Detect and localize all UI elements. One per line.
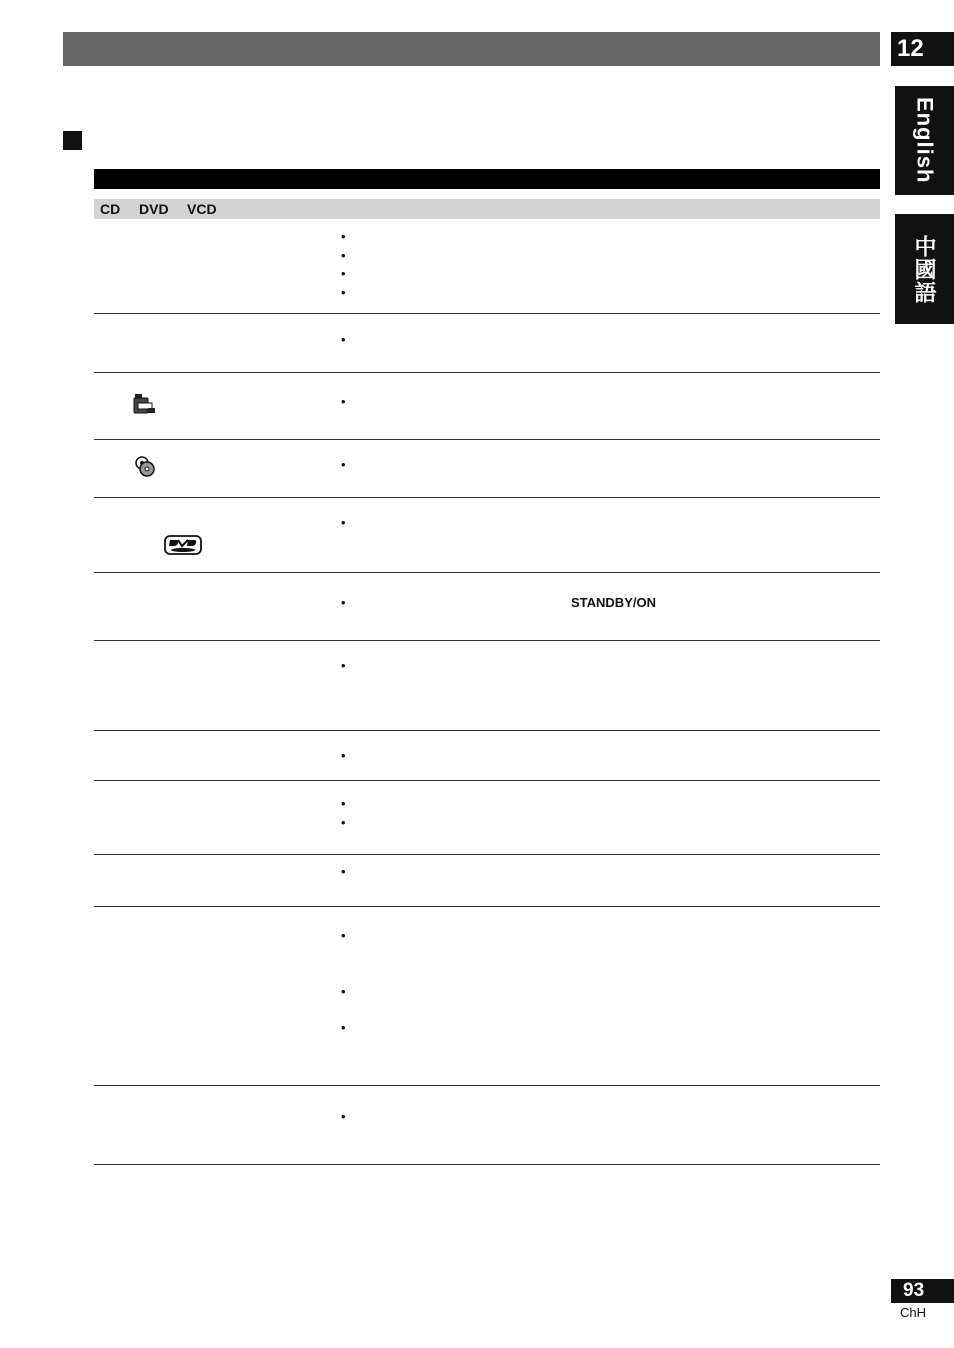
section-marker (63, 131, 82, 150)
row-divider (94, 372, 880, 373)
table-header-bar (94, 169, 880, 189)
camera-angle-icon (133, 393, 157, 415)
row-divider (94, 730, 880, 731)
page-number: 93 (891, 1279, 954, 1303)
list-bullet: • (341, 864, 346, 879)
disc-type-cd: CD (100, 201, 121, 217)
list-bullet: • (341, 1020, 346, 1035)
list-bullet: • (341, 658, 346, 673)
disc-type-row (94, 199, 880, 219)
row-divider (94, 640, 880, 641)
row-divider (94, 906, 880, 907)
dvd-logo-icon (164, 535, 202, 555)
list-bullet: • (341, 984, 346, 999)
disc-type-vcd: VCD (187, 201, 217, 217)
list-bullet: • (341, 515, 346, 530)
chapter-number: 12 (891, 32, 954, 66)
list-bullet: • (341, 815, 346, 830)
list-bullet: • (341, 229, 346, 244)
language-tab-chinese[interactable] (895, 214, 954, 324)
standby-on-label: STANDBY/ON (571, 595, 656, 610)
list-bullet: • (341, 928, 346, 943)
row-divider (94, 1164, 880, 1165)
language-tab-chinese-label: 中國語 (912, 234, 937, 304)
row-divider (94, 1085, 880, 1086)
disc-type-dvd: DVD (139, 201, 169, 217)
list-bullet: • (341, 796, 346, 811)
list-bullet: • (341, 248, 346, 263)
list-bullet: • (341, 332, 346, 347)
header-bar (63, 32, 880, 66)
list-bullet: • (341, 1109, 346, 1124)
language-tab-english[interactable] (895, 86, 954, 195)
row-divider (94, 439, 880, 440)
list-bullet: • (341, 595, 346, 610)
page-language-code: ChH (900, 1305, 927, 1320)
language-tab-english-label: English (912, 97, 938, 184)
audio-disc-icon (133, 455, 157, 477)
row-divider (94, 780, 880, 781)
list-bullet: • (341, 394, 346, 409)
row-divider (94, 497, 880, 498)
list-bullet: • (341, 266, 346, 281)
row-divider (94, 854, 880, 855)
list-bullet: • (341, 285, 346, 300)
row-divider (94, 313, 880, 314)
row-divider (94, 572, 880, 573)
list-bullet: • (341, 457, 346, 472)
list-bullet: • (341, 748, 346, 763)
